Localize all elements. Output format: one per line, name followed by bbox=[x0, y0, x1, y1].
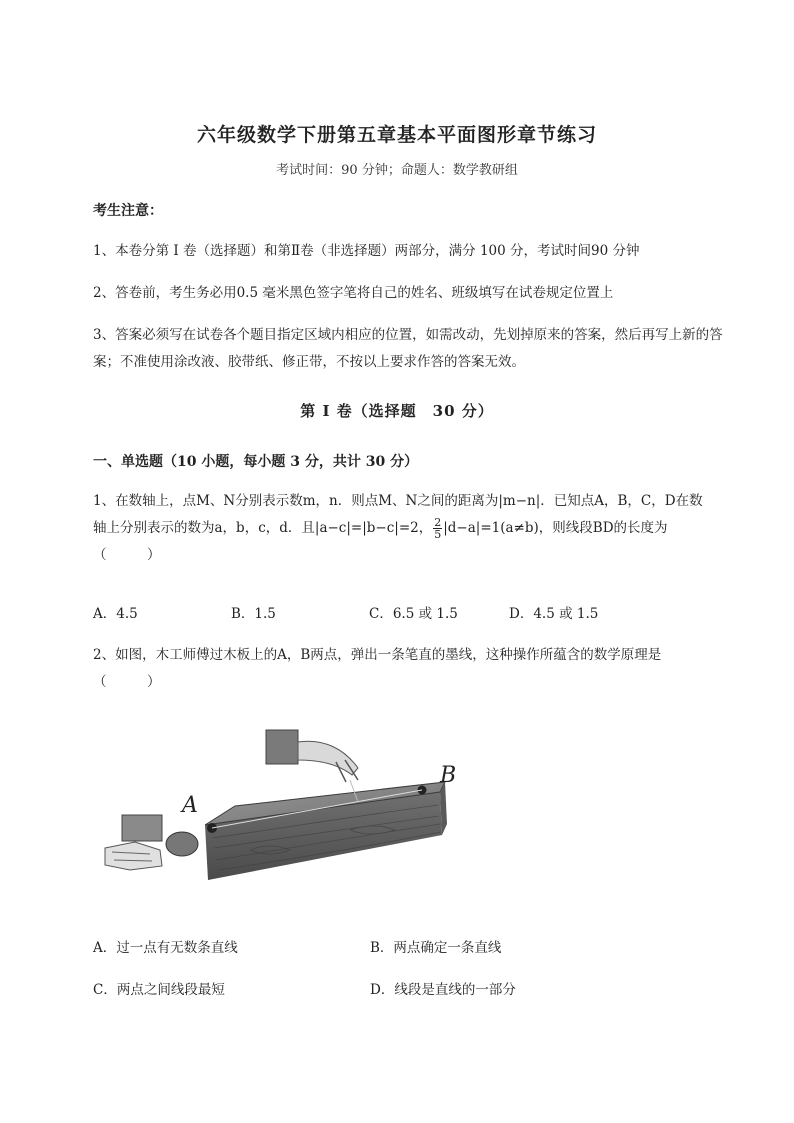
question-2-option-c[interactable]: C．两点之间线段最短 bbox=[93, 982, 225, 998]
question-2-option-a[interactable]: A．过一点有无数条直线 bbox=[93, 940, 238, 956]
question-2-blank: （ ） bbox=[93, 674, 161, 690]
point-a-label: A bbox=[182, 793, 198, 818]
question-1-line-2b: |d−a|=1(a≠b)，则线段BD的长度为 bbox=[443, 520, 668, 536]
question-1-option-c[interactable]: C．6.5 或 1.5 bbox=[369, 606, 458, 622]
question-1-option-d[interactable]: D．4.5 或 1.5 bbox=[509, 606, 599, 622]
question-1-line-2 bbox=[93, 515, 743, 542]
carpenter-board-figure bbox=[100, 720, 480, 920]
section-title: 第 I 卷（选择题 30 分） bbox=[300, 402, 494, 420]
question-1-blank: （ ） bbox=[93, 547, 161, 563]
question-1 bbox=[93, 488, 743, 569]
part-heading: 一、单选题（10 小题，每小题 3 分，共计 30 分） bbox=[93, 454, 419, 470]
question-2-line-1: 2、如图，木工师傅过木板上的A，B两点，弹出一条笔直的墨线，这种操作所蕴含的数学原理是 bbox=[93, 647, 662, 663]
notice-heading: 考生注意： bbox=[93, 203, 163, 219]
lower-hand-icon bbox=[105, 815, 198, 870]
fraction-denominator: 5 bbox=[434, 528, 442, 541]
notice-item-2: 2、答卷前，考生务必用0.5 毫米黑色签字笔将自己的姓名、班级填写在试卷规定位置上 bbox=[93, 285, 614, 301]
page-title: 六年级数学下册第五章基本平面图形章节练习 bbox=[196, 124, 597, 146]
question-2 bbox=[93, 642, 743, 696]
notice-item-1: 1、本卷分第 I 卷（选择题）和第Ⅱ卷（非选择题）两部分，满分 100 分，考试时间90 分钟 bbox=[93, 243, 640, 259]
notice-item-3: 3、答案必须写在试卷各个题目指定区域内相应的位置，如需改动，先划掉原来的答案，然后再写上新的答案；不准使用涂改液、胶带纸、修正带，不按以上要求作答的答案无效。 bbox=[93, 327, 723, 370]
question-1-option-a[interactable]: A．4.5 bbox=[93, 606, 138, 622]
question-1-option-b[interactable]: B．1.5 bbox=[231, 606, 276, 622]
question-2-option-b[interactable]: B．两点确定一条直线 bbox=[370, 940, 502, 956]
question-1-line-2a: 轴上分别表示的数为a，b，c，d．且|a−c|=|b−c|=2， bbox=[93, 520, 433, 536]
upper-hand-icon bbox=[266, 730, 358, 782]
exam-info: 考试时间：90 分钟；命题人：数学教研组 bbox=[276, 163, 518, 178]
fraction-two-fifths bbox=[433, 517, 442, 540]
point-b-label: B bbox=[440, 763, 457, 788]
question-1-line-1: 1、在数轴上，点M、N分别表示数m，n．则点M、N之间的距离为|m−n|．已知点A，B，C，D在数 bbox=[93, 493, 703, 509]
fraction-numerator: 2 bbox=[434, 516, 442, 529]
question-2-option-d[interactable]: D．线段是直线的一部分 bbox=[370, 982, 516, 998]
